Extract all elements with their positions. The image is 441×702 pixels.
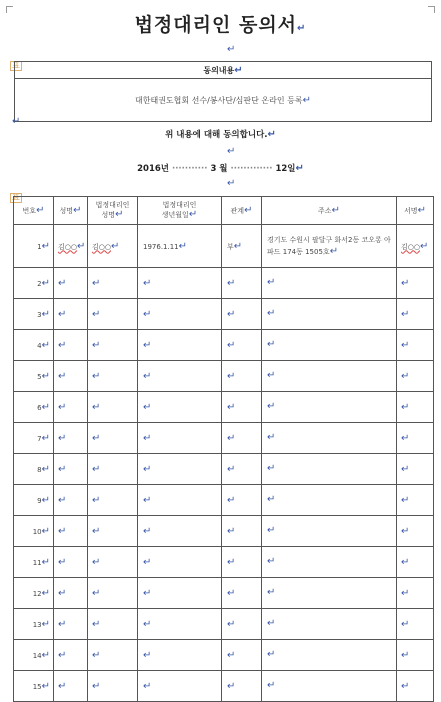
col-header-address: 주소↵ [262,197,397,225]
cell-no[interactable]: 4↵ [14,330,54,361]
cell-guardian-name[interactable]: ↵ [88,578,138,609]
cell-guardian-name[interactable]: ↵ [88,330,138,361]
cell-relation[interactable]: ↵ [222,640,262,671]
return-mark: ↵ [297,23,307,34]
table-row [14,578,434,609]
cell-guardian-birth[interactable]: ↵ [138,547,222,578]
cell-guardian-name[interactable]: ↵ [88,268,138,299]
cell-relation[interactable]: ↵ [222,392,262,423]
cell-relation[interactable]: ↵ [222,423,262,454]
consent-body: 대한태권도협회 선수/봉사단/심판단 온라인 등록↵ [15,79,432,122]
cell-name[interactable]: ↵ [54,392,88,423]
cell-name[interactable]: ↵ [54,454,88,485]
cell-sign[interactable]: ↵ [397,609,434,640]
cell-relation[interactable]: ↵ [222,330,262,361]
col-header-no: 번호↵ [14,197,54,225]
cell-name[interactable]: ↵ [54,671,88,702]
cell-address[interactable]: 경기도 수원시 팔달구 화서2동 코오롱 아파드 174동 1505호↵ [262,225,397,268]
table-row [14,330,434,361]
cell-guardian-birth[interactable]: ↵ [138,640,222,671]
cell-address[interactable]: ↵ [262,516,397,547]
cell-guardian-name[interactable]: ↵ [88,485,138,516]
cell-no[interactable]: 6↵ [14,392,54,423]
cell-relation[interactable]: ↵ [222,516,262,547]
consent-header: 동의내용↵ [15,62,432,79]
cell-name[interactable]: 김○○↵ [54,225,88,268]
return-mark: ↵ [12,116,21,127]
table-row [14,423,434,454]
cell-address[interactable]: ↵ [262,392,397,423]
agree-statement: 위 내용에 대해 동의합니다.↵ [165,129,276,140]
cell-address[interactable]: ↵ [262,299,397,330]
cell-guardian-name[interactable]: ↵ [88,392,138,423]
cell-guardian-birth[interactable]: ↵ [138,361,222,392]
cell-guardian-name[interactable]: ↵ [88,671,138,702]
cell-sign[interactable]: ↵ [397,578,434,609]
cell-guardian-birth[interactable]: ↵ [138,454,222,485]
cell-guardian-name[interactable]: ↵ [88,299,138,330]
table-row [14,671,434,702]
cell-sign[interactable]: 김○○↵ [397,225,434,268]
cell-sign[interactable]: ↵ [397,485,434,516]
cell-no[interactable]: 2↵ [14,268,54,299]
cell-sign[interactable]: ↵ [397,299,434,330]
cell-relation[interactable]: ↵ [222,609,262,640]
cell-address[interactable]: ↵ [262,454,397,485]
cell-guardian-birth[interactable]: ↵ [138,330,222,361]
cell-no[interactable]: 13↵ [14,609,54,640]
cell-address[interactable]: ↵ [262,268,397,299]
cell-name[interactable]: ↵ [54,299,88,330]
cell-relation[interactable]: ↵ [222,485,262,516]
cell-address[interactable]: ↵ [262,609,397,640]
cell-no[interactable]: 8↵ [14,454,54,485]
table-row [14,609,434,640]
table-row [14,640,434,671]
cell-no[interactable]: 10↵ [14,516,54,547]
table-row [14,485,434,516]
document-title [0,10,441,37]
cell-address[interactable]: ↵ [262,547,397,578]
cell-sign[interactable]: ↵ [397,516,434,547]
table-row [14,268,434,299]
col-header-relation: 관계↵ [222,197,262,225]
cell-name[interactable]: ↵ [54,578,88,609]
cell-relation[interactable]: ↵ [222,547,262,578]
cell-address[interactable]: ↵ [262,361,397,392]
return-mark: ↵ [227,178,236,189]
cell-guardian-name[interactable]: ↵ [88,609,138,640]
cell-name[interactable]: ↵ [54,640,88,671]
cell-no[interactable]: 3↵ [14,299,54,330]
cell-address[interactable]: ↵ [262,640,397,671]
cell-no[interactable]: 9↵ [14,485,54,516]
guardian-table [13,196,434,702]
table-row [14,225,434,268]
cell-no[interactable]: 15↵ [14,671,54,702]
cell-guardian-birth[interactable]: ↵ [138,268,222,299]
cell-sign[interactable]: ↵ [397,268,434,299]
cell-address[interactable]: ↵ [262,485,397,516]
cell-no[interactable]: 11↵ [14,547,54,578]
consent-table [14,61,432,122]
title-text: 법정대리인 동의서 [134,14,298,36]
table-row [14,547,434,578]
cell-relation[interactable]: ↵ [222,299,262,330]
cell-relation[interactable]: 부↵ [222,225,262,268]
cell-sign[interactable]: ↵ [397,640,434,671]
cell-name[interactable]: ↵ [54,547,88,578]
cell-relation[interactable]: ↵ [222,361,262,392]
cell-name[interactable]: ↵ [54,423,88,454]
col-header-guardian-name: 법정대리인 성명↵ [88,197,138,225]
cell-relation[interactable]: ↵ [222,268,262,299]
cell-guardian-birth[interactable]: ↵ [138,671,222,702]
date-line: 2016년 ··········· 3 월 ············· 12일↵ [137,163,304,174]
cell-guardian-name[interactable]: ↵ [88,454,138,485]
table-header-row [14,197,434,225]
cell-guardian-birth[interactable]: ↵ [138,299,222,330]
cell-address[interactable]: ↵ [262,330,397,361]
cell-no[interactable]: 14↵ [14,640,54,671]
cell-guardian-name[interactable]: ↵ [88,547,138,578]
cell-name[interactable]: ↵ [54,361,88,392]
cell-sign[interactable]: ↵ [397,671,434,702]
cell-address[interactable]: ↵ [262,671,397,702]
table-marker: 표 [12,193,20,202]
cell-sign[interactable]: ↵ [397,454,434,485]
cell-guardian-birth[interactable]: ↵ [138,516,222,547]
cell-relation[interactable]: ↵ [222,671,262,702]
cell-no[interactable]: 5↵ [14,361,54,392]
table-row [14,299,434,330]
cell-name[interactable]: ↵ [54,516,88,547]
cell-guardian-name[interactable]: ↵ [88,423,138,454]
col-header-name: 성명↵ [54,197,88,225]
cell-guardian-name[interactable]: ↵ [88,516,138,547]
cell-name[interactable]: ↵ [54,330,88,361]
cell-no[interactable]: 12↵ [14,578,54,609]
table-marker: 표 [12,61,20,70]
cell-name[interactable]: ↵ [54,609,88,640]
cell-guardian-name[interactable]: ↵ [88,361,138,392]
cell-guardian-name[interactable]: ↵ [88,640,138,671]
cell-relation[interactable]: ↵ [222,578,262,609]
cell-guardian-birth[interactable]: 1976.1.11↵ [138,225,222,268]
table-row [14,361,434,392]
cell-guardian-birth[interactable]: ↵ [138,392,222,423]
cell-address[interactable]: ↵ [262,423,397,454]
cell-name[interactable]: ↵ [54,268,88,299]
col-header-sign: 서명↵ [397,197,434,225]
cell-sign[interactable]: ↵ [397,423,434,454]
table-row [14,516,434,547]
cell-no[interactable]: 1↵ [14,225,54,268]
cell-sign[interactable]: ↵ [397,361,434,392]
return-mark: ↵ [227,44,236,55]
cell-relation[interactable]: ↵ [222,454,262,485]
cell-name[interactable]: ↵ [54,485,88,516]
cell-guardian-birth[interactable]: ↵ [138,609,222,640]
table-row [14,392,434,423]
table-row [14,454,434,485]
cell-address[interactable]: ↵ [262,578,397,609]
cell-guardian-birth[interactable]: ↵ [138,423,222,454]
cell-guardian-name[interactable]: 김○○↵ [88,225,138,268]
cell-sign[interactable]: ↵ [397,547,434,578]
return-mark: ↵ [227,146,236,157]
col-header-guardian-birth: 법정대리인 생년월일↵ [138,197,222,225]
cell-no[interactable]: 7↵ [14,423,54,454]
cell-sign[interactable]: ↵ [397,330,434,361]
cell-guardian-birth[interactable]: ↵ [138,578,222,609]
cell-guardian-birth[interactable]: ↵ [138,485,222,516]
cell-sign[interactable]: ↵ [397,392,434,423]
